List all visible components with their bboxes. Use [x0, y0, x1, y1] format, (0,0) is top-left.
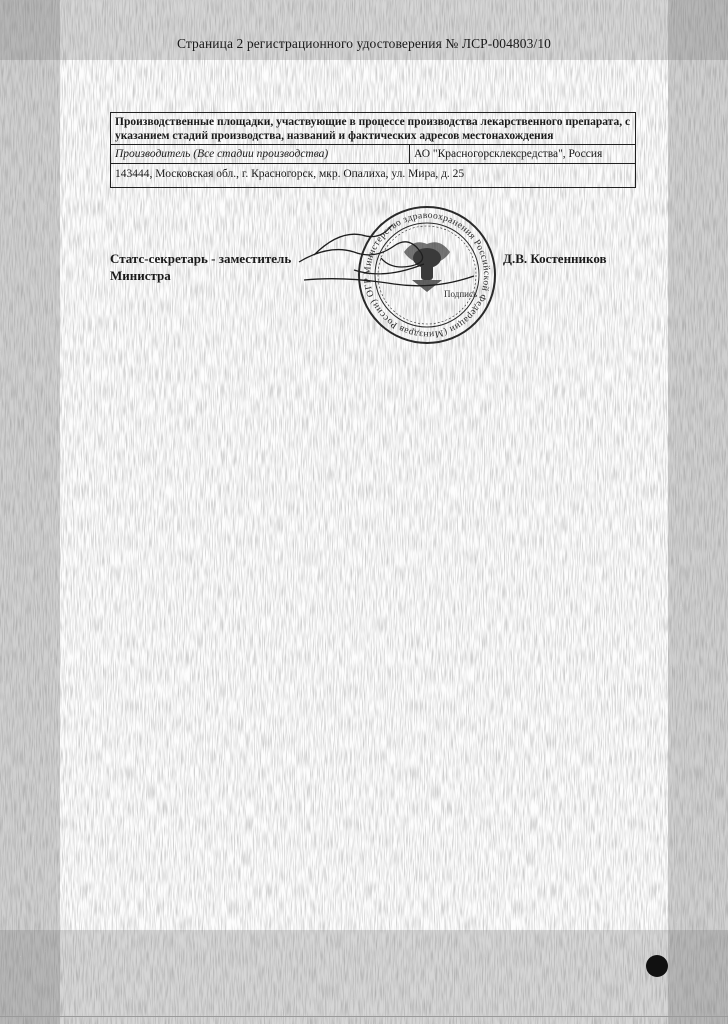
manufacturer-role-cell: Производитель (Все стадии производства)	[111, 145, 410, 164]
seal-inner-text: Подпись	[444, 289, 478, 299]
page-header: Страница 2 регистрационного удостоверения № ЛСР-004803/10	[176, 36, 552, 51]
punch-hole	[646, 955, 668, 977]
svg-text:Министерство здравоохранения Р	[310, 200, 492, 339]
coat-of-arms-icon	[404, 242, 450, 292]
table-row	[111, 164, 636, 188]
manufacturer-company-cell: АО "Красногорсклексредства", Россия	[410, 145, 636, 164]
seal-ring-text: Министерство здравоохранения Российской Федерации (Минздрав России) ОГР	[362, 210, 492, 340]
scan-bottom-edge	[0, 1016, 728, 1017]
table-row	[111, 145, 636, 164]
table-heading: Производственные площадки, участвующие в процессе производства лекарственного препарата, с указанием стадий производства, названий и фактических адресов местонахождения	[111, 113, 636, 145]
signatory-name: Д.В. Костенников	[503, 251, 607, 266]
manufacturer-address-cell: 143444, Московская обл., г. Красногорск, мкр. Опалиха, ул. Мира, д. 25	[111, 164, 636, 188]
official-seal-stamp	[294, 200, 514, 350]
production-sites-table	[110, 112, 636, 188]
table-heading-row	[111, 113, 636, 145]
signatory-title: Статс-секретарь - заместитель Министра	[110, 251, 292, 283]
